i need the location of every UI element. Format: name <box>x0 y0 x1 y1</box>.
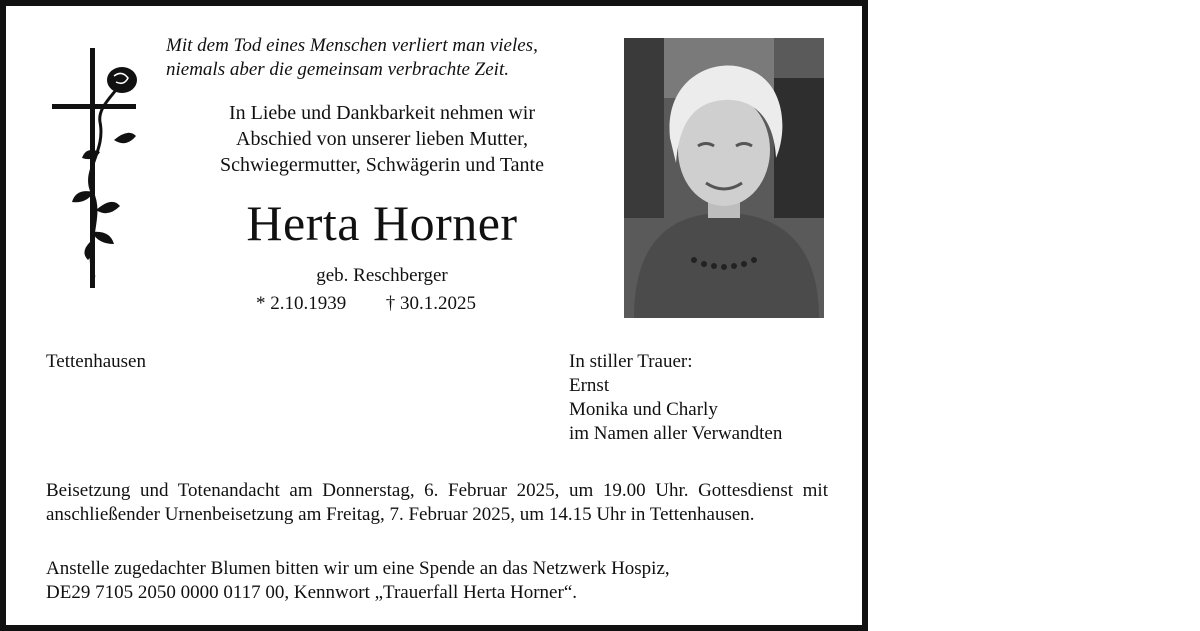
mourner-name: Monika und Charly <box>569 399 718 420</box>
mourner-name: Ernst <box>569 375 610 396</box>
town: Tettenhausen <box>46 351 146 372</box>
intro-line: In Liebe und Dankbarkeit nehmen wir <box>228 102 535 124</box>
intro-line: Schwiegermutter, Schwägerin und Tante <box>219 154 544 176</box>
donation-line: Anstelle zugedachter Blumen bitten wir um eine Spende an das Netzwerk Hospiz, <box>46 558 670 579</box>
mourners-heading: In stiller Trauer: <box>569 351 693 372</box>
donation-line: DE29 7105 2050 0000 0117 00, Kennwort „Trauerfall Herta Horner“. <box>46 582 577 603</box>
quote-line: niemals aber die gemeinsam verbrachte Zeit. <box>166 59 509 80</box>
mourner-name: im Namen aller Verwandten <box>569 423 783 444</box>
burial-info: Beisetzung und Totenandacht am Donnerstag, 6. Februar 2025, um 19.00 Uhr. Gottesdienst mit anschließender Urnenbeisetzung am Freitag, 7. Februar 2025, um 14.15 Uhr in Tettenhausen. <box>46 480 828 525</box>
portrait-photo <box>624 38 824 318</box>
birth-date: * 2.10.1939 <box>256 293 347 314</box>
intro-text <box>172 100 592 178</box>
quote-line: Mit dem Tod eines Menschen verliert man vieles, <box>166 35 538 56</box>
intro-line: Abschied von unserer lieben Mutter, <box>236 128 528 150</box>
quote <box>166 34 586 82</box>
maiden-name: geb. Reschberger <box>316 265 448 286</box>
life-dates <box>256 292 516 316</box>
cross-with-rose-icon <box>44 42 144 292</box>
death-date: † 30.1.2025 <box>385 293 476 314</box>
deceased-name: Herta Horner <box>246 195 518 251</box>
donation-info <box>46 557 828 605</box>
mourners <box>569 350 782 446</box>
